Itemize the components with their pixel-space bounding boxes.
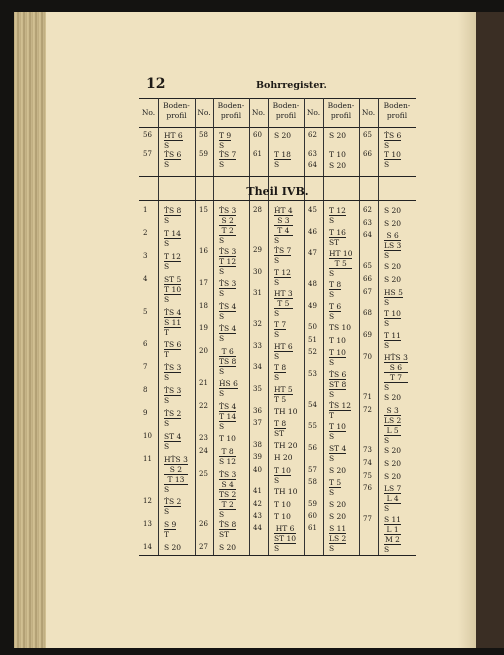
profile-cell: ṪS 7 S (274, 246, 292, 266)
header-bodenprofil: Boden- profil (327, 101, 355, 120)
header-no: No. (251, 108, 266, 117)
bore-number: 9 (143, 409, 148, 417)
profile-cell: TH 20 (274, 440, 298, 450)
profile-cell: ṪS 8 ST (219, 520, 237, 540)
bore-number: 7 (143, 362, 148, 371)
bore-number: 72 (363, 406, 372, 414)
bore-number: 53 (308, 369, 317, 378)
bore-number: 47 (308, 249, 317, 258)
bore-number: 43 (253, 511, 262, 520)
bore-number: 3 (143, 252, 148, 261)
bore-number: 59 (308, 499, 317, 508)
bore-number: 59 (199, 150, 208, 158)
column-divider (323, 98, 324, 555)
bore-number: 28 (253, 206, 262, 214)
profile-cell: HT 6 ST 10 S (274, 524, 297, 554)
profile-cell: ṪS 12 T (329, 400, 352, 420)
bore-number: 60 (253, 131, 262, 139)
profile-cell: T 10 S (384, 150, 401, 169)
bore-number: 1 (143, 206, 148, 214)
profile-cell: S 11 L 1 M 2 S (384, 515, 402, 555)
profile-cell: S 9 T (164, 519, 177, 539)
bore-number: 37 (253, 419, 262, 428)
profile-cell: S 20 (384, 446, 402, 456)
bore-number: 65 (363, 131, 372, 139)
column-divider (195, 98, 196, 555)
bore-number: 38 (253, 440, 262, 449)
profile-cell: T 12 S (164, 252, 181, 272)
bore-number: 10 (143, 432, 152, 441)
bore-number: 62 (308, 131, 317, 139)
bore-number: 11 (143, 455, 152, 464)
profile-cell: ṪS 6 ST 8 S (329, 369, 347, 399)
page-heading: Bohrregister. (256, 80, 327, 91)
bore-number: 27 (199, 542, 208, 551)
column-divider (304, 98, 305, 555)
bore-number: 32 (253, 320, 262, 329)
bore-number: 66 (363, 274, 372, 283)
bore-number: 52 (308, 348, 317, 357)
profile-cell: T 12 S (329, 206, 346, 225)
profile-cell: TS 10 (329, 323, 352, 333)
profile-cell: T 10 S (329, 348, 346, 368)
bore-number: 22 (199, 401, 208, 410)
profile-cell: S 3 LS 2 L 5 S (384, 406, 402, 445)
profile-cell: S 20 (164, 542, 182, 552)
header-bodenprofil: Boden- profil (272, 101, 300, 120)
profile-cell: S 20 (384, 206, 402, 215)
bore-number: 17 (199, 279, 208, 287)
profile-cell: ṪS 3 S (164, 385, 182, 405)
profile-cell: T 9 S (219, 131, 232, 150)
column-divider (249, 98, 250, 555)
profile-cell: T 10 (274, 511, 291, 521)
profile-cell: T 12 S (274, 267, 291, 287)
profile-cell: T 10 (219, 433, 236, 443)
bore-number: 36 (253, 406, 262, 415)
profile-cell: ṪS 7 S (219, 150, 237, 169)
profile-cell: HT 3 T 5 S (274, 289, 293, 319)
profile-cell: HT 10 T 5 S (329, 249, 353, 279)
profile-cell: ṪS 3 S (164, 362, 182, 382)
bore-number: 55 (308, 422, 317, 431)
profile-cell: T 16 ST (329, 227, 346, 247)
profile-cell: TH 10 (274, 487, 298, 497)
profile-cell: ḢS 6 S (219, 379, 238, 398)
header-bodenprofil: Boden- profil (383, 101, 411, 120)
bore-number: 23 (199, 433, 208, 442)
section-heading: Theil IVB. (246, 185, 309, 198)
profile-cell: T 8 S (329, 280, 342, 300)
bore-number: 34 (253, 363, 262, 372)
bore-number: 46 (308, 227, 317, 236)
profile-cell: T 10 (329, 150, 346, 159)
profile-cell: ṪS 3 T 12 S (219, 247, 237, 277)
profile-cell: S 20 (329, 161, 347, 170)
profile-cell: T 14 S (164, 229, 181, 249)
bore-number: 2 (143, 229, 148, 238)
bore-number: 12 (143, 496, 152, 505)
profile-cell: T 8 ST (274, 419, 287, 439)
bore-number: 63 (363, 218, 372, 227)
bore-number: 42 (253, 499, 262, 508)
bore-number: 60 (308, 511, 317, 520)
section-rule (139, 200, 416, 201)
column-divider (268, 98, 269, 555)
profile-cell: S 20 (384, 393, 402, 403)
bore-number: 61 (308, 524, 317, 533)
bore-number: 62 (363, 206, 372, 214)
column-divider (378, 98, 379, 555)
profile-cell: HT 5 T 5 (274, 384, 293, 404)
profile-cell: ṪS 4 S 11 T (164, 307, 182, 337)
profile-cell: T 8 S (274, 363, 287, 383)
header-no: No. (361, 108, 376, 117)
profile-cell: S 20 (384, 458, 402, 468)
bore-number: 57 (308, 465, 317, 474)
bore-number: 73 (363, 446, 372, 455)
profile-cell: ST 5 T 10 S (164, 275, 182, 305)
profile-cell: T 18 S (274, 150, 291, 169)
profile-cell: S 20 (329, 511, 347, 521)
profile-cell: ṪS 4 S (219, 324, 237, 344)
profile-cell: T 7 S (274, 320, 287, 340)
bore-number: 58 (199, 131, 208, 139)
column-divider (359, 98, 360, 555)
bore-number: 15 (199, 206, 208, 214)
bore-number: 25 (199, 469, 208, 478)
profile-cell: T 10 S (274, 465, 291, 485)
profile-cell: S 6 LS 3 S (384, 231, 402, 261)
bore-number: 29 (253, 246, 262, 255)
profile-cell: ṪS 6 S (384, 131, 402, 150)
bore-number: 41 (253, 487, 262, 496)
bore-number: 30 (253, 267, 262, 276)
bore-number: 76 (363, 484, 372, 493)
profile-cell: S 20 (329, 131, 347, 140)
profile-cell: LS 7 L 4 S (384, 484, 402, 514)
profile-cell: S 11 LS 2 S (329, 524, 347, 554)
bore-number: 67 (363, 287, 372, 296)
profile-cell: ṪS 3 S 4 TS 2 T 2 S (219, 469, 237, 519)
bore-number: 40 (253, 465, 262, 474)
bore-number: 20 (199, 347, 208, 356)
bore-number: 74 (363, 458, 372, 467)
profile-cell: ṪS 2 S (164, 409, 182, 428)
bore-number: 45 (308, 206, 317, 214)
profile-cell: T 10 (274, 499, 291, 509)
bore-number: 16 (199, 247, 208, 256)
bore-number: 65 (363, 262, 372, 271)
page-number: 12 (146, 76, 166, 92)
profile-cell: HT 6 S (164, 131, 183, 150)
bore-number: 39 (253, 453, 262, 462)
profile-cell: S 20 (384, 471, 402, 481)
bore-number: 58 (308, 477, 317, 486)
bore-number: 77 (363, 515, 372, 524)
bore-number: 48 (308, 280, 317, 289)
profile-cell: TH 10 (274, 406, 298, 416)
header-no: No. (141, 108, 156, 117)
profile-cell: HS 5 S (384, 287, 403, 307)
section-rule (139, 176, 416, 177)
profile-cell: T 10 S (329, 422, 346, 442)
bore-number: 56 (143, 131, 152, 139)
profile-cell: S 20 (329, 465, 347, 475)
profile-cell: ḢT 4 S 3 T 4 S (274, 206, 293, 245)
profile-cell: ṪS 2 S (164, 496, 182, 516)
profile-cell: T 11 S (384, 331, 401, 351)
profile-cell: S 20 (384, 218, 402, 228)
profile-cell: HṪS 3 S 6 T 7 S (384, 353, 408, 393)
profile-cell: ṪS 4 S (219, 301, 237, 321)
column-divider (158, 98, 159, 555)
profile-cell: T 6 TS 8 S (219, 347, 237, 377)
profile-cell: ṪS 6 S (164, 150, 182, 169)
bore-number: 19 (199, 324, 208, 333)
bore-number: 64 (363, 231, 372, 240)
bore-number: 71 (363, 393, 372, 402)
bore-number: 50 (308, 323, 317, 332)
profile-cell: ṪS 3 S (219, 279, 237, 298)
bore-number: 61 (253, 150, 262, 158)
profile-cell: S 20 (384, 274, 402, 284)
profile-cell: S 20 (219, 542, 237, 552)
bore-number: 18 (199, 301, 208, 310)
bore-number: 57 (143, 150, 152, 158)
bore-number: 68 (363, 309, 372, 318)
column-divider (213, 98, 214, 555)
bore-number: 8 (143, 385, 148, 394)
profile-cell: ṪS 4 T 14 S (219, 401, 237, 431)
bore-number: 24 (199, 447, 208, 456)
bore-number: 4 (143, 275, 148, 284)
bore-number: 44 (253, 524, 262, 533)
page-shadow (458, 12, 476, 648)
bore-number: 6 (143, 339, 148, 348)
profile-cell: H 20 (274, 453, 293, 463)
profile-cell: S 20 (329, 499, 347, 509)
profile-cell: ṪS 8 S (164, 206, 182, 225)
header-bodenprofil: Boden- profil (217, 101, 245, 120)
profile-cell: ST 4 S (164, 432, 182, 452)
bore-number: 69 (363, 331, 372, 340)
table-bottom-rule (139, 555, 416, 556)
profile-cell: HṪS 3 S 2 T 13 S (164, 455, 188, 495)
bore-number: 56 (308, 443, 317, 452)
profile-cell: ṪS 3 S 2 T 2 S (219, 206, 237, 245)
bore-number: 49 (308, 301, 317, 310)
profile-cell: HT 6 S (274, 341, 293, 361)
bore-number: 51 (308, 335, 317, 344)
bore-number: 64 (308, 161, 317, 169)
bore-number: 70 (363, 353, 372, 362)
bore-number: 33 (253, 341, 262, 350)
header-no: No. (197, 108, 211, 117)
profile-cell: S 20 (274, 131, 292, 140)
book-cover-edge (476, 12, 504, 648)
profile-cell: T 8 S 12 (219, 447, 237, 467)
profile-cell: T 5 S (329, 477, 342, 497)
bore-number: 5 (143, 307, 148, 316)
bore-number: 26 (199, 520, 208, 529)
bore-number: 31 (253, 289, 262, 298)
bore-number: 13 (143, 519, 152, 528)
profile-cell: T 6 S (329, 301, 342, 321)
profile-cell: T 10 S (384, 309, 401, 329)
bore-number: 14 (143, 542, 152, 551)
profile-cell: T 10 (329, 335, 346, 345)
header-bodenprofil: Boden- profil (163, 101, 190, 120)
bore-number: 21 (199, 379, 208, 387)
bore-number: 66 (363, 150, 372, 158)
bore-number: 63 (308, 150, 317, 158)
profile-cell: ST 4 S (329, 443, 347, 463)
bore-number: 35 (253, 384, 262, 393)
bore-number: 75 (363, 471, 372, 480)
bore-number: 54 (308, 400, 317, 409)
header-no: No. (306, 108, 321, 117)
profile-cell: S 20 (384, 262, 402, 272)
profile-cell: TS 6 T (164, 339, 182, 359)
